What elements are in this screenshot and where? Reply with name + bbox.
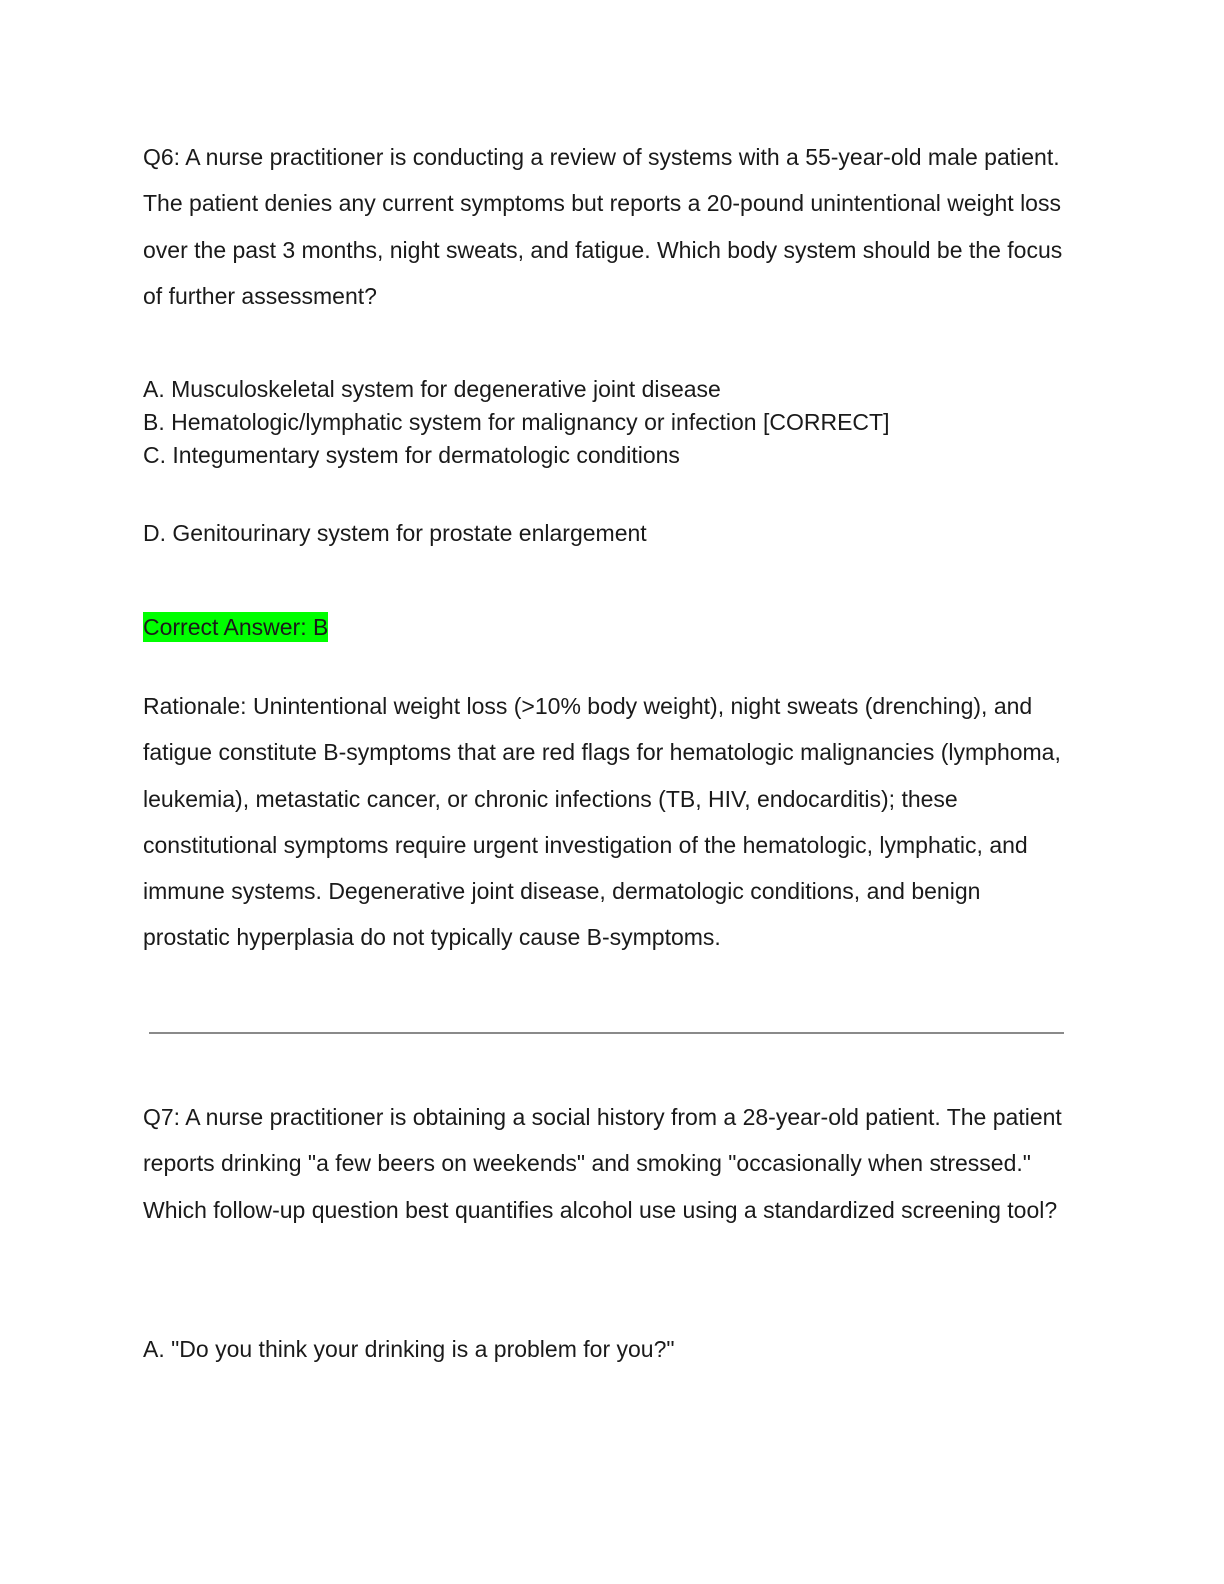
q6-rationale-text: Rationale: Unintentional weight loss (>10% body weight), night sweats (drenching), and fatigue constitute B-symptoms that are red flags for hematologic malignancies (lymphoma, leukemia), metastatic cancer, or chronic infections (TB, HIV, endocarditis); these constitutional symptoms require urgent investigation of the hematologic, lymphatic, and immune systems. Degenerative joint disease, dermatologic conditions, and benign prostatic hyperplasia do not typically cause B-symptoms. (143, 693, 1061, 951)
q7-option-a: A. "Do you think your drinking is a problem for you?" (143, 1336, 675, 1362)
q6-correct-answer-highlight: Correct Answer: B (143, 614, 329, 640)
document-page (143, 0, 1073, 1584)
section-divider (149, 1032, 1064, 1034)
q7-question-text: Q7: A nurse practitioner is obtaining a social history from a 28-year-old patient. The patient reports drinking "a few beers on weekends" and smoking "occasionally when stressed." Which follow-up question best quantifies alcohol use using a standardized screening tool? (143, 1104, 1062, 1223)
q6-option-a: A. Musculoskeletal system for degenerative joint disease (143, 376, 721, 402)
q6-correct-answer-line (143, 611, 328, 644)
q6-option-c: C. Integumentary system for dermatologic conditions (143, 442, 680, 468)
q6-option-b: B. Hematologic/lymphatic system for malignancy or infection [CORRECT] (143, 409, 890, 435)
q6-question-text: Q6: A nurse practitioner is conducting a review of systems with a 55-year-old male patient. The patient denies any current symptoms but reports a 20-pound unintentional weight loss over the past 3 months, night sweats, and fatigue. Which body system should be the focus of further assessment? (143, 144, 1063, 309)
q6-option-d: D. Genitourinary system for prostate enlargement (143, 520, 647, 546)
